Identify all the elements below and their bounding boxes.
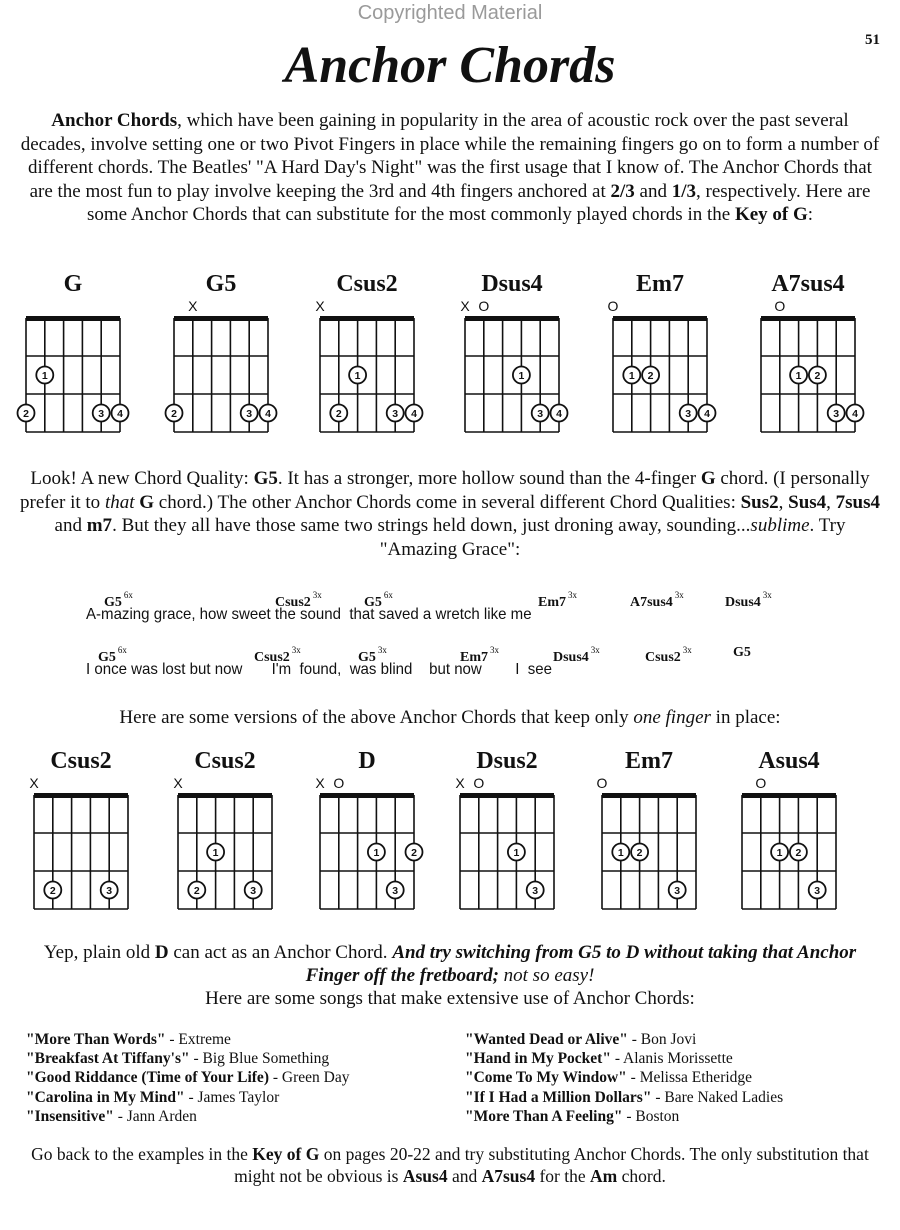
go-back-paragraph [20, 1143, 880, 1187]
intro-text: , respectively. Here are some Anchor Chords that can substitute for the most commonly played chords in the [86, 180, 871, 225]
finger-number: 2 [193, 885, 200, 897]
finger-number: 3 [833, 408, 840, 420]
nut [34, 793, 128, 798]
bold-italic-text: And try switching from G5 to D without taking that Anchor Finger off the fretboard; [305, 942, 857, 986]
text: and [447, 1166, 482, 1186]
d-anchor-paragraph [20, 941, 880, 1010]
song-chord-count: 3x [762, 590, 772, 600]
finger-number: 2 [636, 847, 643, 859]
nut [465, 316, 559, 321]
finger-number: 1 [776, 847, 783, 859]
chord-diagram-em7 [597, 748, 696, 909]
song-line-1-lyrics: A-mazing grace, how sweet the sound that saved a wretch like me [86, 606, 532, 623]
text: chord. [617, 1166, 666, 1186]
page-number: 51 [865, 32, 880, 48]
song-chord-name: G5 [364, 595, 382, 610]
bold-term: G [139, 491, 155, 513]
song-chord-count: 3x [312, 590, 322, 600]
finger-number: 1 [628, 370, 635, 382]
nut [178, 793, 272, 798]
chord-diagram-asus4 [742, 748, 836, 909]
song-item [26, 1088, 349, 1107]
song-chord [733, 645, 751, 661]
open-string-mark: O [596, 775, 608, 791]
one-finger-paragraph [20, 706, 880, 730]
song-chord-count: 6x [123, 590, 133, 600]
chord-diagram-dsus4 [460, 271, 567, 432]
text: chord.) The other Anchor Chords come in several different Chord Qualities: [154, 491, 741, 513]
intro-term: Anchor Chords [51, 110, 178, 131]
chord-diagram-csus2 [173, 748, 272, 909]
song-chord [725, 590, 772, 611]
intro-text: , which have been gaining in popularity in the area of acoustic rock over the past several decades, involve setting one or two Pivot Fingers in place while the remaining fingers go on to form a number of different chords. The Beatles' "A Hard Day's Night" was the first usage that I know of. The Anchor Chords that are the most fun to play involve keeping the 3rd and 4th fingers anchored at [20, 110, 880, 202]
song-chord-count: 3x [291, 645, 301, 655]
finger-number: 3 [392, 408, 399, 420]
finger-number: 1 [373, 847, 380, 859]
song-title: "Carolina in My Mind" [26, 1088, 185, 1106]
song-chord-name: G5 [104, 595, 122, 610]
nut [460, 793, 554, 798]
song-title: "Insensitive" [26, 1107, 114, 1125]
bold-term: A7sus4 [481, 1166, 536, 1186]
finger-number: 2 [795, 847, 802, 859]
intro-key: Key of G [734, 204, 808, 225]
song-item [26, 1030, 349, 1049]
italic-term: one finger [633, 707, 711, 728]
open-string-mark: O [607, 298, 619, 314]
muted-string-mark: X [29, 775, 39, 791]
chord-name: Csus2 [50, 748, 112, 774]
italic-text: not so easy! [498, 965, 595, 986]
intro-position-1: 2/3 [610, 180, 635, 202]
chord-name: Csus2 [336, 271, 398, 297]
finger-number: 4 [852, 408, 858, 420]
chord-name: G [63, 271, 83, 297]
open-string-mark: O [478, 298, 490, 314]
songs-intro: Here are some songs that make extensive use of Anchor Chords: [205, 988, 695, 1009]
nut [742, 793, 836, 798]
intro-position-2: 1/3 [671, 180, 696, 202]
song-chord-name: G5 [733, 645, 751, 660]
song-item [465, 1068, 783, 1087]
song-title: "More Than Words" [26, 1031, 166, 1048]
chord-diagram-g5 [166, 271, 277, 432]
finger-number: 1 [41, 370, 48, 382]
song-line-2-lyrics: I once was lost but now I'm found, was blind but now I see [86, 661, 553, 678]
one-finger-chords-row [0, 735, 900, 920]
intro-paragraph [20, 109, 880, 227]
watermark: Copyrighted Material [357, 2, 543, 24]
bold-term: Asus4 [402, 1166, 448, 1186]
chord-diagram-g [18, 271, 129, 432]
finger-number: 4 [704, 408, 710, 420]
finger-number: 2 [411, 847, 417, 859]
text: Look! A new Chord Quality: [30, 468, 254, 489]
muted-string-mark: X [460, 298, 470, 314]
song-item [26, 1068, 349, 1087]
finger-number: 3 [532, 885, 539, 897]
song-chord-count: 6x [383, 590, 393, 600]
song-artist: - Alanis Morissette [610, 1050, 733, 1068]
finger-number: 4 [265, 408, 271, 420]
chord-diagram-d [315, 748, 422, 909]
song-chord-name: Csus2 [645, 650, 681, 665]
chord-name: Csus2 [194, 748, 256, 774]
chord-name: A7sus4 [771, 271, 845, 297]
finger-number: 3 [392, 885, 399, 897]
anchor-chords-row [0, 260, 900, 440]
song-artist: - Bon Jovi [627, 1031, 697, 1048]
text: Go back to the examples in the [31, 1144, 253, 1164]
song-item [465, 1088, 783, 1107]
text: . But they all have those same two strings held down, just droning away, sounding... [112, 515, 751, 536]
song-artist: - Jann Arden [113, 1107, 197, 1125]
muted-string-mark: X [315, 775, 325, 791]
chord-name: Em7 [625, 748, 673, 774]
nut [761, 316, 855, 321]
nut [613, 316, 707, 321]
nut [26, 316, 120, 321]
song-chord-name: Em7 [460, 650, 488, 665]
italic-term: that [104, 491, 135, 513]
song-item [465, 1030, 783, 1049]
finger-number: 3 [250, 885, 257, 897]
bold-term: Sus2 [740, 491, 779, 513]
song-chord-count: 3x [590, 645, 600, 655]
finger-number: 2 [647, 370, 654, 382]
text: Yep, plain old [43, 942, 155, 963]
song-chord-count: 3x [490, 645, 499, 655]
text: and [54, 515, 87, 536]
finger-number: 3 [814, 885, 821, 897]
text: in place: [710, 707, 781, 728]
open-string-mark: O [473, 775, 485, 791]
song-chord-name: G5 [98, 650, 116, 665]
song-chord-name: Dsus4 [725, 595, 761, 610]
open-string-mark: O [755, 775, 767, 791]
chord-name: G5 [205, 271, 237, 297]
song-chord [553, 645, 600, 666]
text: for the [535, 1166, 591, 1186]
finger-number: 2 [171, 408, 177, 420]
song-chord [630, 590, 684, 611]
song-chord-name: Csus2 [254, 650, 290, 665]
song-item [465, 1049, 783, 1068]
open-string-mark: O [333, 775, 345, 791]
bold-term: Key of G [252, 1144, 320, 1164]
chord-name: Dsus2 [476, 748, 538, 774]
song-chord-count: 3x [377, 645, 387, 655]
page-title: Anchor Chords [284, 37, 616, 94]
song-artist: - Green Day [268, 1069, 350, 1087]
song-title: "More Than A Feeling" [465, 1107, 623, 1125]
song-chord [538, 590, 577, 611]
chord-diagram-csus2 [315, 271, 422, 432]
song-artist: - Extreme [165, 1031, 231, 1048]
chord-diagram-em7 [608, 271, 716, 432]
song-title: "If I Had a Million Dollars" [465, 1088, 652, 1106]
song-artist: - Big Blue Something [189, 1050, 330, 1068]
song-list-left [26, 1030, 349, 1126]
song-artist: - Melissa Etheridge [626, 1069, 753, 1087]
finger-number: 2 [49, 885, 56, 897]
song-item [26, 1107, 349, 1126]
chord-diagram-a7sus4 [761, 271, 864, 432]
song-chord-name: Csus2 [275, 595, 311, 610]
muted-string-mark: X [455, 775, 465, 791]
muted-string-mark: X [315, 298, 325, 314]
song-artist: - Boston [622, 1107, 680, 1125]
song-list-right [465, 1030, 783, 1126]
chord-name: Dsus4 [481, 271, 543, 297]
finger-number: 1 [212, 847, 219, 859]
finger-number: 1 [513, 847, 520, 859]
muted-string-mark: X [173, 775, 183, 791]
song-title: "Wanted Dead or Alive" [465, 1031, 628, 1048]
finger-number: 3 [685, 408, 692, 420]
chord-diagram-csus2 [29, 748, 128, 909]
finger-number: 3 [106, 885, 113, 897]
song-chord-name: G5 [358, 650, 376, 665]
finger-number: 3 [246, 408, 253, 420]
text: , [778, 491, 789, 513]
song-title: "Breakfast At Tiffany's" [26, 1050, 190, 1068]
song-artist: - James Taylor [184, 1088, 280, 1106]
text: can act as an Anchor Chord. [168, 942, 393, 963]
song-chord-count: 3x [682, 645, 692, 655]
song-chord-name: A7sus4 [630, 595, 673, 610]
bold-term: D [154, 942, 169, 963]
intro-text: and [634, 180, 672, 202]
bold-term: G5 [253, 468, 278, 489]
song-chord-count: 3x [568, 590, 577, 600]
finger-number: 4 [411, 408, 417, 420]
chord-name: D [358, 748, 376, 774]
chord-name: Asus4 [758, 748, 820, 774]
finger-number: 4 [117, 408, 123, 420]
song-chord-count: 3x [674, 590, 684, 600]
nut [602, 793, 696, 798]
text: . It has a stronger, more hollow sound than the 4-finger [277, 468, 701, 489]
finger-number: 1 [795, 370, 802, 382]
text: , [826, 491, 836, 513]
text: Here are some versions of the above Anchor Chords that keep only [119, 707, 634, 728]
song-chord [645, 645, 692, 666]
finger-number: 1 [518, 370, 525, 382]
song-chord-name: Dsus4 [553, 650, 589, 665]
nut [320, 316, 414, 321]
finger-number: 2 [23, 408, 29, 420]
song-title: "Good Riddance (Time of Your Life) [26, 1069, 269, 1087]
finger-number: 4 [556, 408, 562, 420]
text: . Try "Amazing Grace": [379, 515, 846, 560]
bold-term: Am [590, 1166, 618, 1186]
bold-term: Sus4 [788, 491, 827, 513]
muted-string-mark: X [188, 298, 198, 314]
song-item [26, 1049, 349, 1068]
nut [174, 316, 268, 321]
song-artist: - Bare Naked Ladies [651, 1088, 784, 1106]
song-item [465, 1107, 783, 1126]
intro-text: : [807, 204, 814, 225]
finger-number: 2 [335, 408, 342, 420]
nut [320, 793, 414, 798]
text: on pages 20-22 and try substituting Anchor Chords. The only substitution that might not be obvious is [234, 1144, 869, 1186]
bold-term: G [700, 468, 716, 489]
open-string-mark: O [774, 298, 786, 314]
chord-quality-paragraph [20, 467, 880, 561]
bold-term: m7 [86, 515, 113, 536]
song-title: "Come To My Window" [465, 1069, 627, 1087]
text: chord. (I personally prefer it to [20, 468, 870, 513]
finger-number: 3 [98, 408, 105, 420]
finger-number: 3 [674, 885, 681, 897]
bold-term: 7sus4 [835, 491, 881, 513]
song-chord-name: Em7 [538, 595, 566, 610]
song-title: "Hand in My Pocket" [465, 1050, 611, 1068]
chord-diagram-dsus2 [455, 748, 554, 909]
finger-number: 3 [537, 408, 544, 420]
italic-term: sublime [750, 515, 810, 536]
finger-number: 2 [814, 370, 821, 382]
finger-number: 1 [617, 847, 624, 859]
chord-name: Em7 [636, 271, 684, 297]
finger-number: 1 [354, 370, 361, 382]
song-chord-count: 6x [117, 645, 127, 655]
